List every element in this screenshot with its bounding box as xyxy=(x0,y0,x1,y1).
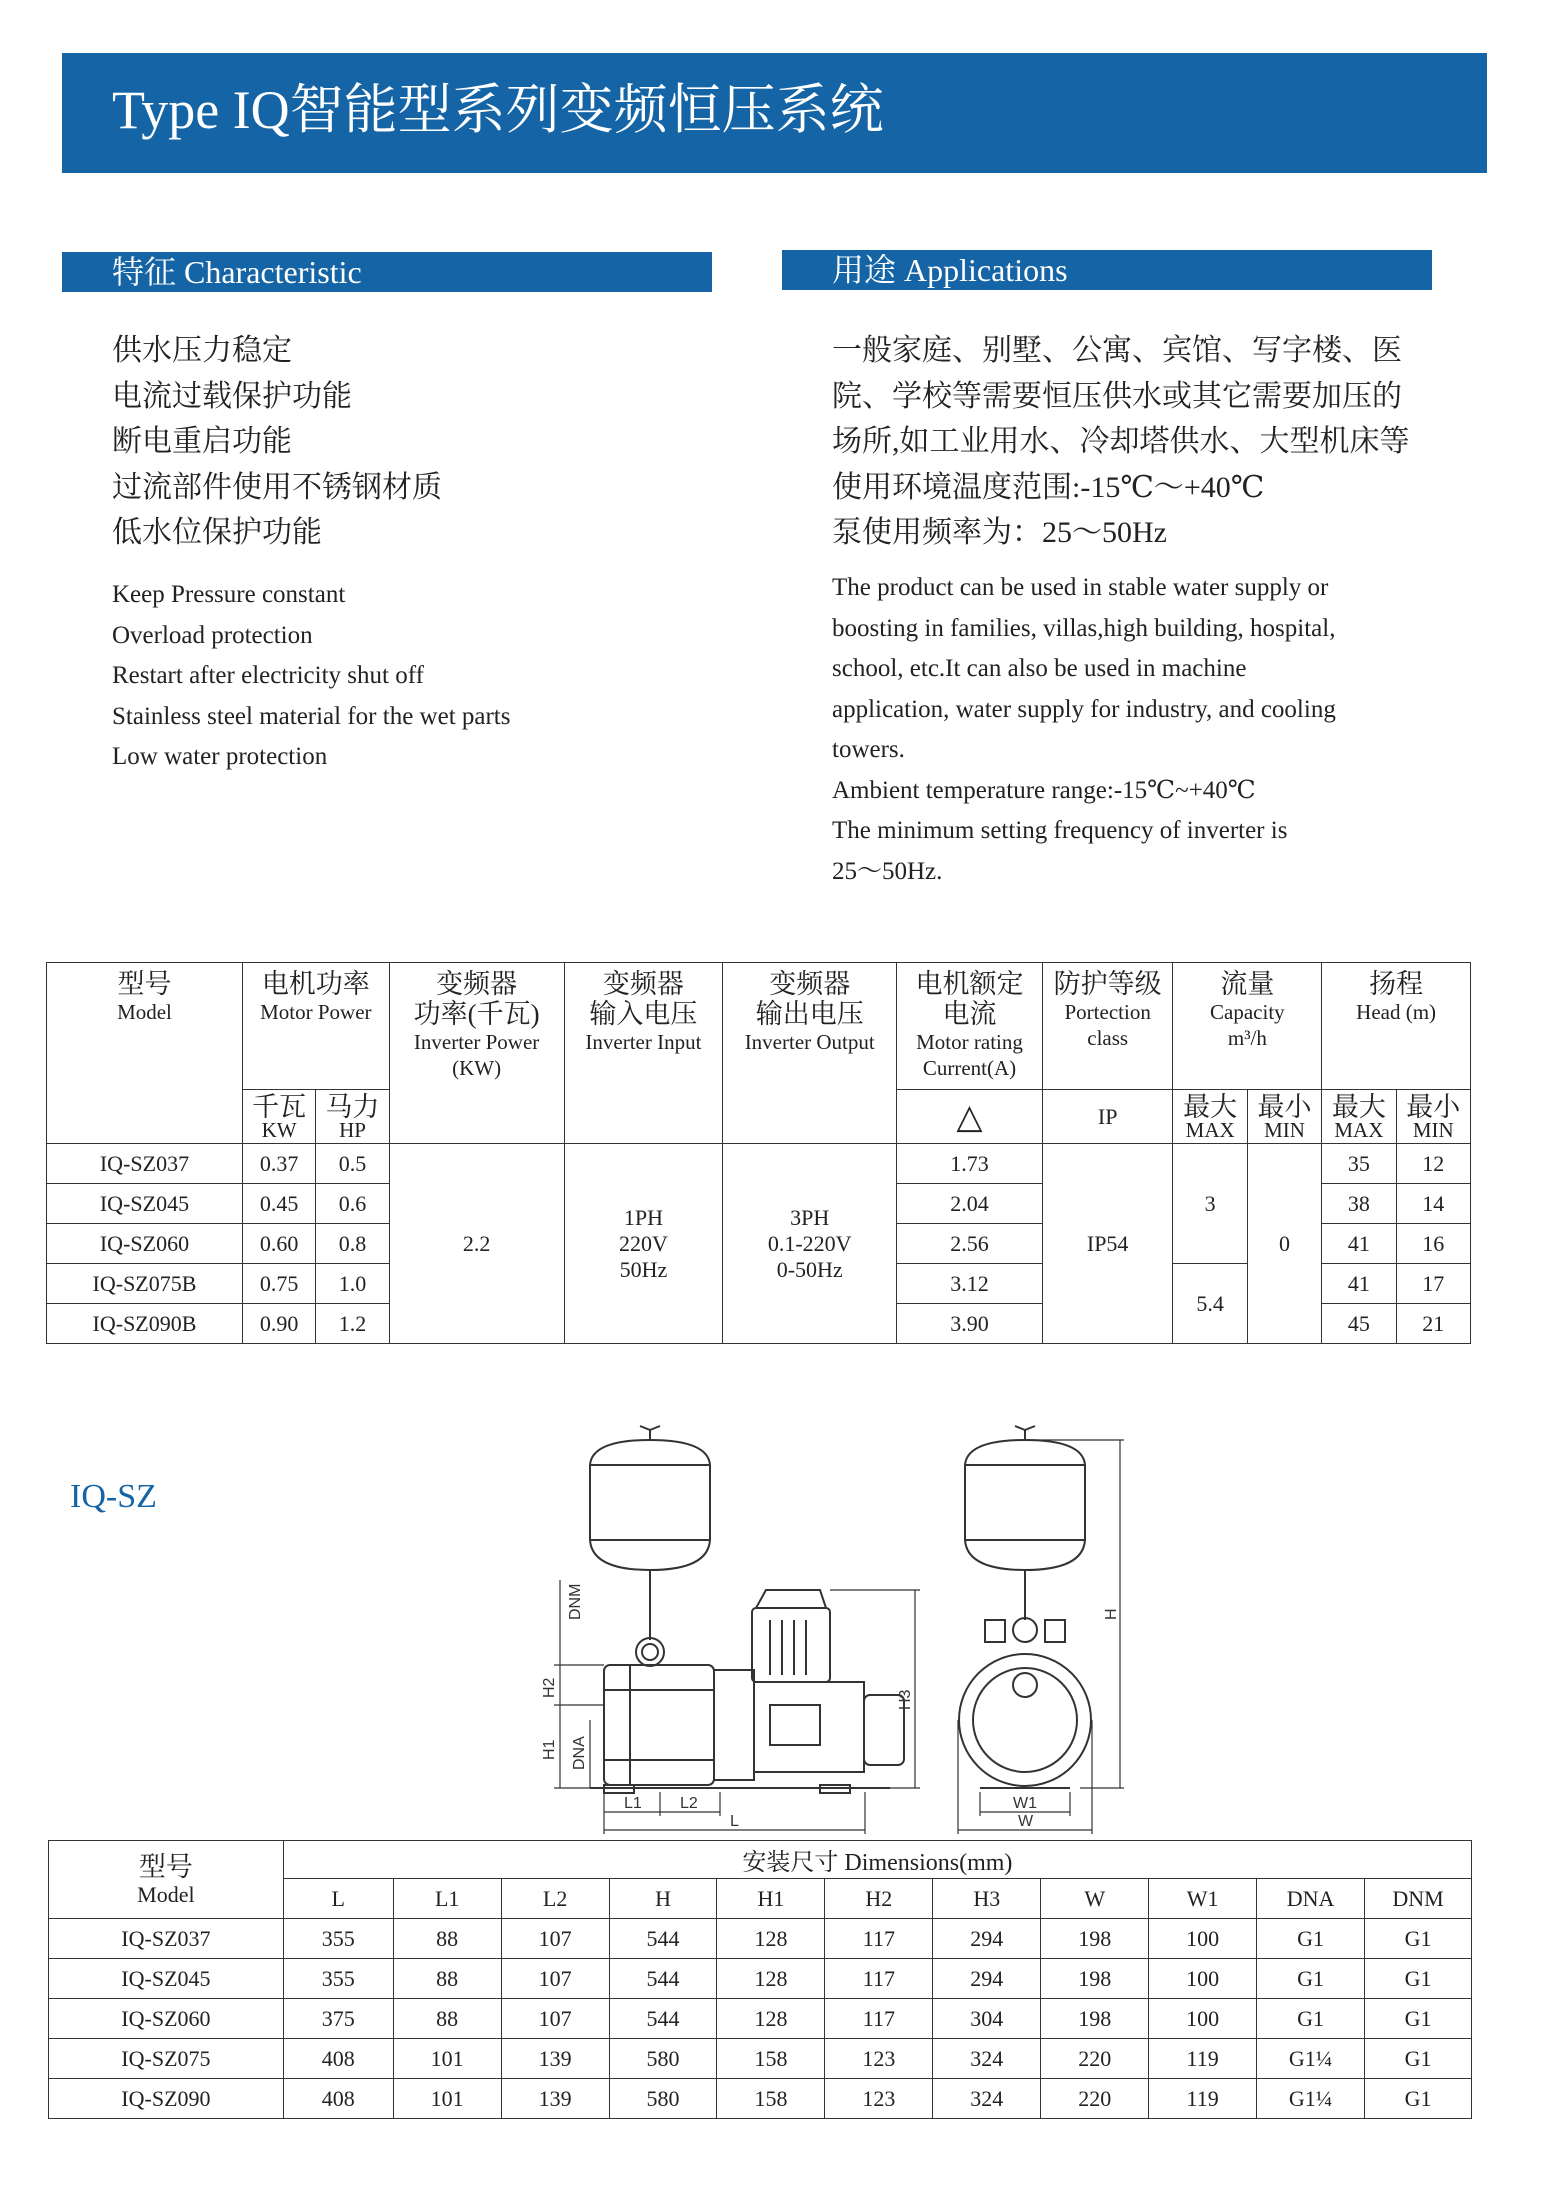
current-cell: 1.73 xyxy=(897,1144,1043,1184)
dim-cell: 139 xyxy=(501,2039,609,2079)
label-dna: DNA xyxy=(571,1736,588,1770)
page-title: Type IQ智能型系列变频恒压系统 xyxy=(112,80,884,140)
characteristic-en-item: Stainless steel material for the wet parts xyxy=(112,702,511,730)
applications-en-line: 25～50Hz. xyxy=(832,857,943,885)
protection-cell: IP54 xyxy=(1042,1144,1173,1344)
dim-cell: 100 xyxy=(1149,1959,1257,1999)
applications-en-line: The product can be used in stable water supply or xyxy=(832,574,1329,601)
dim-cell: 355 xyxy=(283,1959,393,1999)
dim-cell: 580 xyxy=(609,2079,717,2119)
hp-cell: 0.6 xyxy=(316,1184,389,1224)
dim-cell: 158 xyxy=(717,2039,825,2079)
head-min-cell: 17 xyxy=(1396,1264,1470,1304)
dim-cell: 100 xyxy=(1149,1919,1257,1959)
current-cell: 2.04 xyxy=(897,1184,1043,1224)
dim-header-title: 安装尺寸 Dimensions(mm) xyxy=(283,1841,1471,1879)
dim-cell: 101 xyxy=(393,2039,501,2079)
hp-cell: 0.5 xyxy=(316,1144,389,1184)
head-min-cell: 12 xyxy=(1396,1144,1470,1184)
label-w: W xyxy=(1018,1813,1034,1830)
characteristic-zh-list xyxy=(112,328,442,556)
dim-cell: 101 xyxy=(393,2079,501,2119)
dim-cell: 107 xyxy=(501,1919,609,1959)
dim-col-header: H xyxy=(609,1879,717,1919)
pump-drawing xyxy=(520,1420,1140,1840)
characteristic-en-item: Restart after electricity shut off xyxy=(112,662,424,689)
header-kw: 千瓦 KW xyxy=(242,1090,315,1144)
label-l1: L1 xyxy=(624,1795,642,1812)
dim-cell: 128 xyxy=(717,1999,825,2039)
applications-zh-line: 院、学校等需要恒压供水或其它需要加压的 xyxy=(832,379,1402,413)
table-row xyxy=(49,2079,1472,2119)
dim-cell: 119 xyxy=(1149,2079,1257,2119)
dim-cell: 220 xyxy=(1041,2039,1149,2079)
front-tank xyxy=(965,1440,1085,1570)
dim-cell: 355 xyxy=(283,1919,393,1959)
applications-en-line: towers. xyxy=(832,736,905,763)
applications-en-text xyxy=(832,568,1336,892)
spec-table xyxy=(46,962,1471,1344)
model-cell: IQ-SZ037 xyxy=(47,1144,243,1184)
dim-cell: 544 xyxy=(609,1959,717,1999)
characteristic-en-item: Low water protection xyxy=(112,743,328,770)
dim-cell: 198 xyxy=(1041,1919,1149,1959)
dim-cell: G1 xyxy=(1365,1999,1472,2039)
dim-cell: 100 xyxy=(1149,1999,1257,2039)
dim-cell: 294 xyxy=(933,1959,1041,1999)
dim-cell: 117 xyxy=(825,1959,933,1999)
dim-cell: 128 xyxy=(717,1919,825,1959)
hp-cell: 0.8 xyxy=(316,1224,389,1264)
cap-min-cell: 0 xyxy=(1247,1144,1321,1344)
table-row xyxy=(49,1999,1472,2039)
dimensions-table xyxy=(48,1840,1472,2119)
dim-cell: 107 xyxy=(501,1959,609,1999)
current-cell: 3.90 xyxy=(897,1304,1043,1344)
header-cap-max: 最大 MAX xyxy=(1173,1090,1247,1144)
head-max-cell: 41 xyxy=(1322,1224,1396,1264)
head-max-cell: 45 xyxy=(1322,1304,1396,1344)
dim-cell: G1 xyxy=(1365,2079,1472,2119)
dim-cell: 220 xyxy=(1041,2079,1149,2119)
label-l: L xyxy=(730,1813,739,1830)
characteristic-heading: 特征 Characteristic xyxy=(62,252,712,292)
characteristic-zh-item: 过流部件使用不锈钢材质 xyxy=(112,470,442,504)
header-inverter-input: 变频器 输入电压 Inverter Input xyxy=(564,963,723,1144)
head-max-cell: 38 xyxy=(1322,1184,1396,1224)
header-model: 型号 Model xyxy=(47,963,243,1144)
header-cap-min: 最小 MIN xyxy=(1247,1090,1321,1144)
dim-cell: G1 xyxy=(1365,2039,1472,2079)
header-protection: 防护等级 Portection class xyxy=(1042,963,1173,1090)
dim-col-header: W1 xyxy=(1149,1879,1257,1919)
applications-zh-line: 一般家庭、别墅、公寓、宾馆、写字楼、医 xyxy=(832,334,1402,367)
inverter-power-cell: 2.2 xyxy=(389,1144,564,1344)
header-motor-power: 电机功率 Motor Power xyxy=(242,963,389,1090)
model-cell: IQ-SZ045 xyxy=(47,1184,243,1224)
characteristic-en-item: Keep Pressure constant xyxy=(112,581,346,608)
dim-cell: 324 xyxy=(933,2039,1041,2079)
dim-cell: G1 xyxy=(1257,1999,1365,2039)
applications-zh-text xyxy=(832,328,1410,556)
applications-zh-line: 泵使用频率为：25～50Hz xyxy=(832,516,1167,549)
label-h2: H2 xyxy=(541,1677,558,1698)
applications-zh-line: 使用环境温度范围:-15℃～+40℃ xyxy=(832,470,1265,504)
dim-col-header: DNA xyxy=(1257,1879,1365,1919)
applications-en-line: boosting in families, villas,high building, hospital, xyxy=(832,614,1336,642)
applications-en-line: application, water supply for industry, and cooling xyxy=(832,695,1336,723)
dim-cell: 123 xyxy=(825,2079,933,2119)
label-h1: H1 xyxy=(541,1739,558,1760)
inverter-output-cell: 3PH 0.1-220V 0-50Hz xyxy=(723,1144,897,1344)
title-banner xyxy=(62,53,1487,173)
dim-header-model: 型号 Model xyxy=(49,1841,284,1919)
cap-max-cell: 3 xyxy=(1173,1144,1247,1264)
dim-cell: 88 xyxy=(393,1999,501,2039)
hp-cell: 1.0 xyxy=(316,1264,389,1304)
side-tank xyxy=(590,1440,710,1570)
model-cell: IQ-SZ075B xyxy=(47,1264,243,1304)
head-max-cell: 41 xyxy=(1322,1264,1396,1304)
model-cell: IQ-SZ090B xyxy=(47,1304,243,1344)
model-cell: IQ-SZ090 xyxy=(49,2079,284,2119)
head-min-cell: 21 xyxy=(1396,1304,1470,1344)
dim-cell: 123 xyxy=(825,2039,933,2079)
label-dnm: DNM xyxy=(567,1583,584,1620)
head-max-cell: 35 xyxy=(1322,1144,1396,1184)
label-l2: L2 xyxy=(680,1795,698,1812)
dim-cell: G1 xyxy=(1257,1959,1365,1999)
dim-col-header: L xyxy=(283,1879,393,1919)
dim-cell: G1¼ xyxy=(1257,2079,1365,2119)
header-hp: 马力 HP xyxy=(316,1090,389,1144)
pressure-gauge xyxy=(636,1638,664,1666)
model-cell: IQ-SZ060 xyxy=(49,1999,284,2039)
label-h3: H3 xyxy=(897,1689,914,1710)
head-min-cell: 16 xyxy=(1396,1224,1470,1264)
header-inverter-power: 变频器 功率(千瓦) Inverter Power (KW) xyxy=(389,963,564,1144)
inverter-box xyxy=(752,1608,830,1682)
dim-cell: 117 xyxy=(825,1999,933,2039)
kw-cell: 0.90 xyxy=(242,1304,315,1344)
kw-cell: 0.60 xyxy=(242,1224,315,1264)
dim-cell: 580 xyxy=(609,2039,717,2079)
dim-cell: 158 xyxy=(717,2079,825,2119)
header-ip: IP xyxy=(1042,1090,1173,1144)
dim-cell: 107 xyxy=(501,1999,609,2039)
kw-cell: 0.45 xyxy=(242,1184,315,1224)
side-pump-body xyxy=(604,1665,714,1785)
header-capacity: 流量 Capacity m³/h xyxy=(1173,963,1322,1090)
dim-cell: 375 xyxy=(283,1999,393,2039)
dim-cell: 408 xyxy=(283,2039,393,2079)
characteristic-zh-item: 供水压力稳定 xyxy=(112,334,292,367)
dim-cell: 198 xyxy=(1041,1999,1149,2039)
dim-col-header: DNM xyxy=(1365,1879,1472,1919)
header-motor-current: 电机额定 电流 Motor rating Current(A) xyxy=(897,963,1043,1090)
characteristic-en-list xyxy=(112,575,511,778)
head-min-cell: 14 xyxy=(1396,1184,1470,1224)
dim-col-header: L2 xyxy=(501,1879,609,1919)
dim-cell: G1¼ xyxy=(1257,2039,1365,2079)
label-h: H xyxy=(1103,1608,1120,1620)
dim-cell: 128 xyxy=(717,1959,825,1999)
header-head-min: 最小 MIN xyxy=(1396,1090,1470,1144)
header-head: 扬程 Head (m) xyxy=(1322,963,1471,1090)
applications-en-line: Ambient temperature range:-15℃~+40℃ xyxy=(832,776,1256,804)
table-row xyxy=(49,2039,1472,2079)
table-row xyxy=(49,1919,1472,1959)
dim-col-header: H3 xyxy=(933,1879,1041,1919)
characteristic-zh-item: 低水位保护功能 xyxy=(112,516,322,549)
header-inverter-output: 变频器 输出电压 Inverter Output xyxy=(723,963,897,1144)
current-cell: 3.12 xyxy=(897,1264,1043,1304)
dim-cell: 139 xyxy=(501,2079,609,2119)
applications-heading: 用途 Applications xyxy=(782,250,1432,290)
dim-cell: G1 xyxy=(1365,1919,1472,1959)
inverter-input-cell: 1PH 220V 50Hz xyxy=(564,1144,723,1344)
kw-cell: 0.75 xyxy=(242,1264,315,1304)
triangle-symbol: △ xyxy=(897,1090,1043,1144)
header-head-max: 最大 MAX xyxy=(1322,1090,1396,1144)
label-w1: W1 xyxy=(1013,1795,1037,1812)
applications-zh-line: 场所,如工业用水、冷却塔供水、大型机床等 xyxy=(832,425,1410,458)
model-cell: IQ-SZ037 xyxy=(49,1919,284,1959)
model-cell: IQ-SZ045 xyxy=(49,1959,284,1999)
dim-col-header: H1 xyxy=(717,1879,825,1919)
dim-cell: 119 xyxy=(1149,2039,1257,2079)
hp-cell: 1.2 xyxy=(316,1304,389,1344)
dim-cell: 324 xyxy=(933,2079,1041,2119)
applications-en-line: The minimum setting frequency of inverter is xyxy=(832,817,1288,844)
dim-cell: G1 xyxy=(1257,1919,1365,1959)
dim-cell: 408 xyxy=(283,2079,393,2119)
model-cell: IQ-SZ075 xyxy=(49,2039,284,2079)
applications-en-line: school, etc.It can also be used in machine xyxy=(832,655,1247,682)
model-cell: IQ-SZ060 xyxy=(47,1224,243,1264)
dim-col-header: L1 xyxy=(393,1879,501,1919)
characteristic-zh-item: 电流过载保护功能 xyxy=(112,379,352,413)
table-row xyxy=(49,1959,1472,1999)
dim-cell: 304 xyxy=(933,1999,1041,2039)
characteristic-en-item: Overload protection xyxy=(112,621,313,649)
dim-cell: G1 xyxy=(1365,1959,1472,1999)
dim-cell: 544 xyxy=(609,1919,717,1959)
characteristic-zh-item: 断电重启功能 xyxy=(112,425,292,458)
dim-cell: 198 xyxy=(1041,1959,1149,1999)
current-cell: 2.56 xyxy=(897,1224,1043,1264)
dim-cell: 117 xyxy=(825,1919,933,1959)
kw-cell: 0.37 xyxy=(242,1144,315,1184)
series-label: IQ-SZ xyxy=(70,1478,157,1515)
cap-max-cell: 5.4 xyxy=(1173,1264,1247,1344)
dim-col-header: W xyxy=(1041,1879,1149,1919)
table-row xyxy=(47,1144,1471,1184)
dim-cell: 544 xyxy=(609,1999,717,2039)
dim-cell: 88 xyxy=(393,1959,501,1999)
dim-cell: 88 xyxy=(393,1919,501,1959)
dim-col-header: H2 xyxy=(825,1879,933,1919)
dim-cell: 294 xyxy=(933,1919,1041,1959)
